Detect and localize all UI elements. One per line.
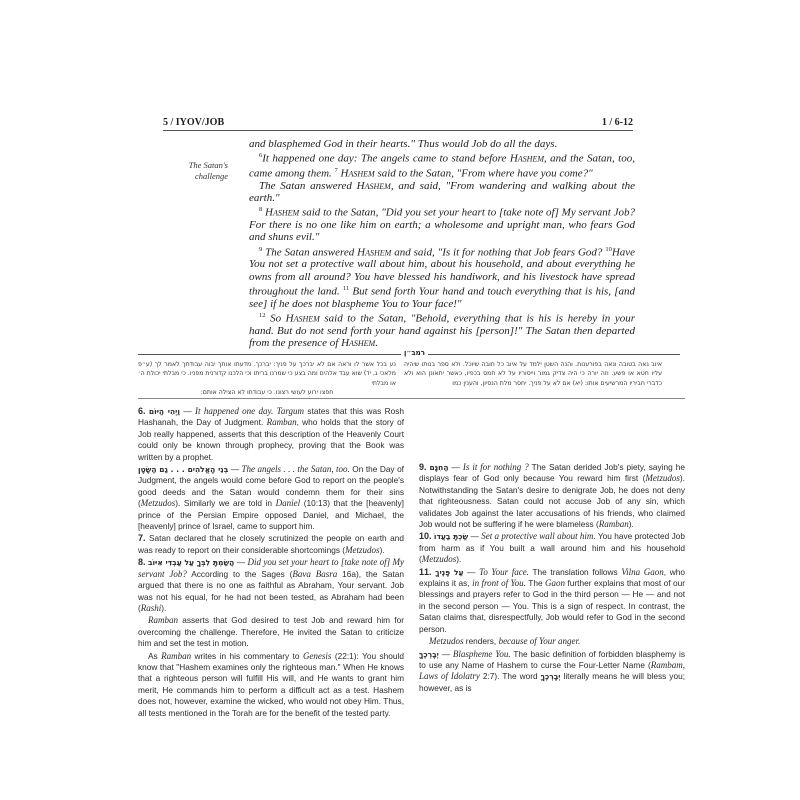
note-number: 9.: [419, 462, 427, 472]
dash: —: [448, 462, 463, 472]
note-text: writes in his commentary to: [191, 650, 303, 661]
verse-8: [249, 204, 635, 243]
source-ref: Bava Basra: [292, 568, 338, 579]
verse-number: 12: [259, 311, 266, 319]
note-text: ).: [379, 544, 385, 555]
note-text: ). Notwithstanding the Satan's desire to denigrate Job, he does not deny that righteousness. Satan could not accuse Job of any sin, which validates Job against the later accusations of his friends, who claimed Job would not be suffering if he were blameless (: [419, 473, 685, 530]
gloss: in front of You.: [472, 578, 526, 589]
note-text: You have protected Job from harm as if You built a wall around him and his household (: [419, 531, 685, 565]
source-ref: Rambam, Laws of Idolatry: [419, 659, 685, 682]
note-text: 2:7). The word: [479, 671, 541, 682]
note-text: Satan declared that he closely scrutinized the people on earth and was ready to report on their considerable shortcomings (: [138, 533, 404, 555]
source-ref: Gaon: [545, 578, 566, 589]
note-8-p2: [138, 615, 404, 649]
verse-text-span: said to the Satan, "Did you set your heart to [take note of] My servant Job? For there is no one like him on earth; a wholesome and upright man, who fears God and shuns evil.": [249, 206, 636, 244]
note-10: [419, 531, 685, 565]
verse-number: 8: [259, 206, 263, 214]
dash: —: [468, 531, 482, 542]
source-ref: Ramban: [161, 650, 192, 661]
note-8-p3: [138, 651, 404, 719]
source-ref: Vilna Gaon: [621, 566, 664, 577]
hebrew-lemma: שַׂכְתָּ בַעֲדוֹ: [433, 532, 469, 542]
note-text: The basic definition of forbidden blasphemy is to use any Name of Hashem to curse the Four-Letter Name (: [419, 648, 685, 670]
source-ref: Metzudos: [140, 498, 176, 509]
verse-text-span: .: [375, 336, 378, 349]
note-text: 16a), the Satan argued that there is no one as faithful as Abraham, Your servant. Job was not his equal, for he had not been tested, as Abraham had been (: [138, 568, 404, 613]
note-text: The Satan derided Job's piety, saying he displays fear of God only because You reward him first (: [419, 462, 685, 484]
note-text: (22:1): You should know that "Hashem examines only the righteous man." When He knows that a righteous person will fulfill His will, and He wants to grant him merit, He commands him to perform a difficult act as a test. Hashem does not, however, examine the wicked, who would not obey Him. Thus, all tests mentioned in the Torah are for the benefit of the tested party.: [138, 650, 404, 718]
hebrew-lemma: יְבָרְכֶךָּ: [419, 649, 439, 659]
note-number: 11.: [419, 566, 432, 577]
verse-text-span: The Satan answered: [259, 179, 357, 192]
commentary-column-left: [138, 406, 404, 720]
note-7: [138, 533, 404, 556]
verse-5-end: [249, 138, 635, 150]
note-9: [419, 462, 685, 530]
note-text: On the Day of Judgment, the angels would come before God to report on the people's good deeds and the Satan would condemn them for their sins (: [138, 464, 404, 509]
note-text: further explains that most of our blessings and prayers refer to God in the third person — He — and not in the second person — You. This is a sign of respect. In contrast, the Satan claims that, disrespectfully, Job would refer to God in the second person.: [419, 578, 686, 634]
verse-number: 6: [259, 152, 263, 160]
ramban-right-column: [404, 360, 662, 388]
note-11-p2: [419, 636, 685, 647]
hebrew-lemma: בְּנֵי הָאֱלֹהִים . . . גַם הַשָּׂטָן: [138, 465, 229, 475]
verse-text-span: But send forth Your hand and touch everything that is his, [and see] if he does not blaspheme You to Your face!": [249, 285, 636, 310]
running-header: [163, 116, 633, 131]
divine-name: Hashem: [509, 152, 545, 165]
note-text: states that this was Rosh Hashanah, the Day of Judgment.: [138, 406, 404, 428]
note-number: 10.: [419, 531, 432, 542]
source-ref: Ramban: [266, 417, 297, 428]
source-ref: Metzudos: [645, 473, 680, 484]
dash: —: [179, 406, 196, 416]
verse-text-span: and said, "Is it for nothing that Job fears God?: [391, 246, 603, 259]
note-text: (10:13) that the [heavenly] prince of the Persian Empire opposed Daniel, and Michael, the [heavenly] prince of Israel, came to support him.: [138, 498, 404, 532]
verse-number: 9: [259, 245, 263, 253]
verse-number: 7: [334, 167, 338, 175]
hebrew-lemma: הֲשַׂמְתָּ לִבְּךָ עַל עַבְדִּי אִיּוֹב: [147, 558, 235, 568]
divine-name: Hashem: [356, 179, 391, 192]
divine-name: Hashem: [265, 206, 300, 219]
verse-text-span: said to the Satan, "From where have you come?": [374, 167, 593, 180]
verse-text-span: The Satan answered: [265, 246, 358, 259]
dash: —: [234, 557, 248, 568]
note-11: [419, 567, 685, 635]
source-ref: Ramban: [598, 519, 629, 530]
divine-name: Hashem: [357, 246, 392, 259]
note-text: The translation follows: [528, 566, 622, 577]
note-text: ).: [456, 554, 462, 565]
header-book-title: 5 / IYOV/JOB: [163, 117, 225, 128]
note-text: , who holds that the story of Job really happened, asserts that this description of the Heavenly Court could only be known through prophecy, proving that the Book was written by a prophet.: [138, 417, 404, 462]
note-text: renders,: [463, 636, 499, 647]
dash: —: [228, 464, 242, 475]
dash: —: [438, 648, 453, 659]
verse-7-answer: [249, 180, 635, 204]
verse-text: [249, 138, 635, 349]
note-text: ).: [628, 519, 634, 530]
gloss: Set a protective wall about him.: [481, 531, 596, 542]
hebrew-lemma: יְבָרְכֶךָּ: [540, 672, 561, 682]
verse-text-span: and blasphemed God in their hearts." Thus would Job do all the days.: [249, 138, 558, 150]
ramban-left-column: [138, 360, 396, 398]
verse-text-span: , and the Satan, too, came among them.: [249, 152, 635, 180]
source-ref: Metzudos: [429, 636, 464, 647]
verse-6-7: [249, 150, 635, 180]
note-text: The: [525, 578, 546, 589]
note-11b: [419, 649, 685, 695]
note-text: ).: [161, 602, 167, 613]
source-ref: Metzudos: [421, 554, 457, 565]
note-number: 6.: [138, 406, 146, 416]
gloss: Blaspheme You.: [452, 648, 511, 659]
verse-number: 11: [342, 284, 350, 292]
hebrew-lemma: הַחִנָּם: [429, 463, 449, 472]
gloss: The angels . . . the Satan, too.: [241, 464, 350, 475]
source-ref: Ramban: [148, 615, 178, 626]
hebrew-lemma: עַל פָּנֶיךָ: [435, 567, 464, 577]
commentary-divider: [138, 398, 685, 399]
verse-text-span: Have You not set a protective wall about him, about his household, and about everything he owns from all around? You have blessed his handiwork, and his livestock have spread throughout the land.: [249, 246, 636, 298]
verse-number: 10: [605, 245, 612, 253]
margin-note-line: challenge: [194, 171, 228, 181]
gloss: It happened one day.: [195, 406, 274, 416]
gloss: Did you set your heart to [take note of] My servant Job?: [138, 557, 404, 579]
note-6b: [138, 464, 404, 532]
verse-text-span: It happened one day: The angels came to stand before: [262, 152, 510, 165]
header-chapter-verses: 1 / 6-12: [601, 117, 633, 128]
source-ref: Rashi: [140, 602, 162, 613]
margin-note: [160, 160, 228, 182]
divine-name: Hashem: [340, 167, 375, 180]
note-number: 7.: [138, 533, 146, 544]
source-ref: Targum: [276, 406, 305, 416]
gloss: Is it for nothing ?: [462, 462, 529, 472]
note-number: 8.: [138, 557, 146, 568]
ramban-text: נע בכל אשר לו וראה אם לא יברכך על פניך: יברכך. מדעתו אותך יבוה עבודתך לאמר לך (ע״פ מלאכי ג, יד) שוא עבד אלהים ומה בצע כי שמרנו בריתו וכי הלכנו קדורנית מפניו. כי מבלתי יכולת ה׳ או מבלתי: [138, 361, 396, 387]
commentary-column-right-content: [419, 462, 685, 695]
source-ref: Daniel: [275, 498, 301, 509]
verse-text-span: said to the Satan, "Behold, everything that is his is hereby in your hand. But do not send forth your hand against his [person]!" The Satan then departed from the presence of: [249, 312, 636, 349]
source-ref: Genesis: [302, 650, 332, 661]
gloss: To Your face.: [479, 566, 529, 577]
gloss: because of Your anger.: [498, 636, 581, 647]
ramban-text: איוב נאה בטובה ונאה בפורענות. והנה השטן ילמד על איוב כל חובה שיוכל. ולא ספר בנותו שיהיה עליו חטא או פשע. וזה יורה כי היה צדיק גמור וייסוריו על לא חמס בכפיו, כאשר יתאונן הוא ולא כדברי חביריו המרשיעים אותו: (יא) אם לא על פניך. יחסר מלת הנסיון, והענין כמו: [404, 361, 662, 387]
ramban-text: חפצו ירוע לעושי רצונו. כי עבודתו לא הצילה אותם:: [200, 389, 334, 397]
note-text: , who explains it as,: [419, 566, 685, 589]
note-text: literally means he will bless you; however, as is: [419, 671, 685, 693]
verse-text-span: So: [270, 312, 286, 325]
verse-12: [249, 310, 635, 349]
dash: —: [463, 566, 480, 577]
note-8: [138, 557, 404, 614]
note-text: asserts that God desired to test Job and reward him for overcoming the challenge. Therefore, He invited the Satan to criticize him and set the test in motion.: [138, 615, 404, 649]
verse-text-span: , and said, "From wandering and walking about the earth.": [249, 179, 636, 205]
note-text: According to the Sages (: [186, 568, 293, 579]
hebrew-lemma: וַיְהִי הַיּוֹם: [148, 407, 180, 416]
note-text: As: [148, 650, 162, 661]
source-ref: Metzudos: [345, 544, 380, 555]
note-6: [138, 406, 404, 463]
commentary-column-right-top: [419, 406, 685, 407]
ramban-title: רמב״ן: [401, 349, 428, 357]
divine-name: Hashem: [341, 336, 376, 349]
note-text: ). Similarly we are told in: [175, 498, 276, 509]
margin-note-line: The Satan's: [188, 160, 228, 170]
verse-9-11: [249, 244, 635, 310]
divine-name: Hashem: [285, 312, 320, 325]
